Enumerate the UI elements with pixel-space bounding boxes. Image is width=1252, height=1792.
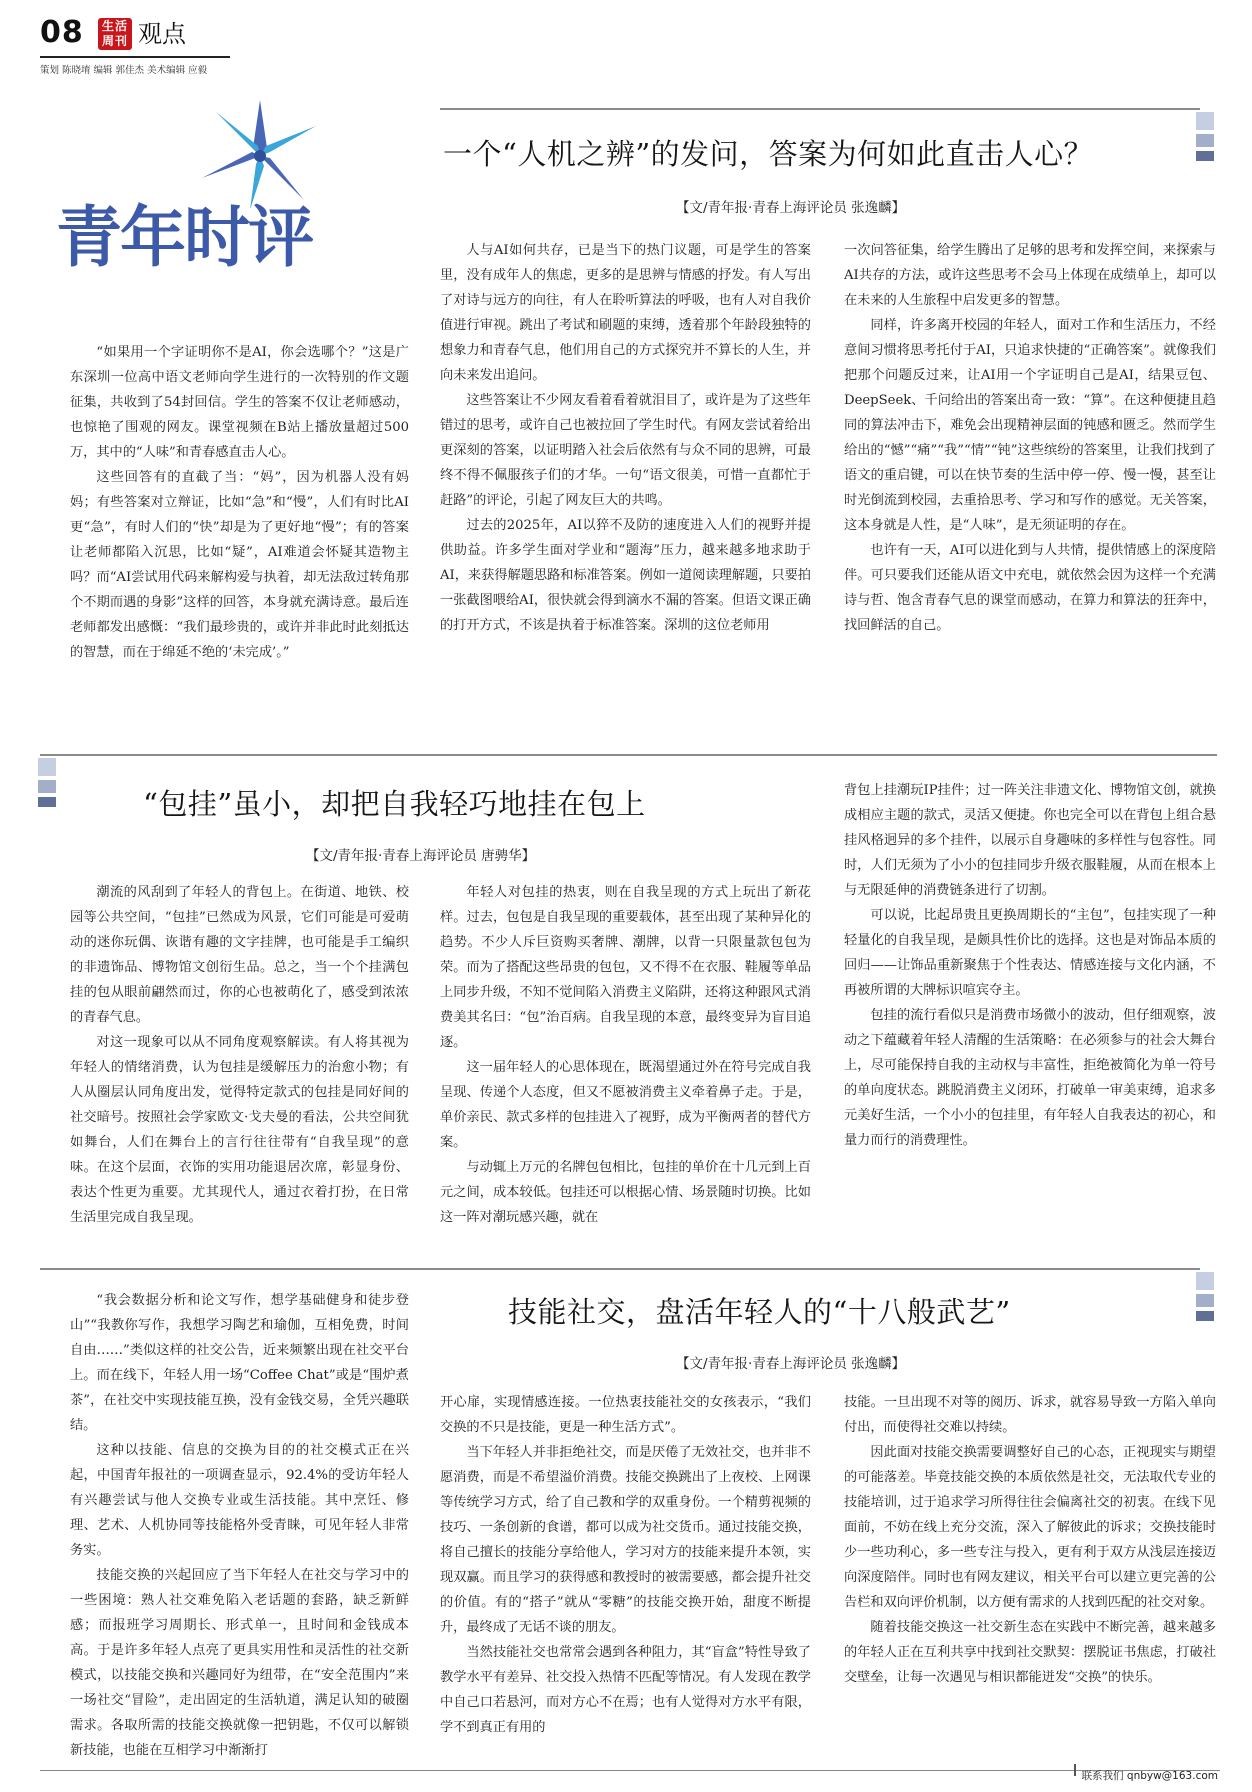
article-3-title: 技能社交，盘活年轻人的“十八般武艺” [508, 1295, 1011, 1329]
article-3-top-rule [40, 1268, 1200, 1270]
article-3-column-1 [70, 1288, 409, 1762]
star-burst-icon [160, 98, 360, 208]
footer-tick [1074, 1764, 1076, 1776]
paragraph: 技能交换的兴起回应了当下年轻人在社交与学习中的一些困境：熟人社交难免陷入老话题的套路，缺乏新鲜感；而报班学习周期长、形式单一，且时间和金钱成本高。于是许多年轻人点亮了更具实用性和灵活性的社交新模式，以技能交换和兴趣同好为纽带，在“安全范围内”来一场社交“冒险”，走出固定的生活轨道，满足认知的破圈需求。各取所需的技能交换就像一把钥匙，不仅可以解锁新技能，也能在互相学习中渐渐打 [70, 1568, 409, 1758]
footer-rule [40, 1770, 1220, 1771]
paragraph: 过去的2025年，AI以猝不及防的速度进入人们的视野并提供助益。许多学生面对学业和“题海”压力，越来越多地求助于AI，来获得解题思路和标准答案。例如一道阅读理解题，只要拍一张截图喂给AI，很快就会得到滴水不漏的答案。但语文课正确的打开方式，不该是执着于标准答案。深圳的这位老师用 [440, 518, 811, 633]
article-3-column-3 [844, 1390, 1216, 1762]
paragraph: 人与AI如何共存，已是当下的热门议题，可是学生的答案里，没有成年人的焦虑，更多的是思辨与情感的抒发。有人写出了对诗与远方的向往，有人在聆听算法的呼吸，也有人对自我价值进行审视。跳出了考试和刷题的束缚，透着那个年龄段独特的想象力和青春气息，他们用自己的方式探究并不算长的人生，并向未来发出追问。 [440, 243, 811, 383]
contact-footer: 联系我们 qnbyw@163.com [1081, 1770, 1218, 1782]
paragraph: 潮流的风刮到了年轻人的背包上。在街道、地铁、校园等公共空间，“包挂”已然成为风景，它们可能是可爱萌动的迷你玩偶、诙谐有趣的文字挂牌，也可能是手工编织的非遗饰品、博物馆文创衍生品。总之，当一个个挂满包挂的包从眼前翩然而过，你的心也被萌化了，感受到浓浓的青春气息。 [70, 885, 409, 1025]
paragraph: 年轻人对包挂的热衷，则在自我呈现的方式上玩出了新花样。过去，包包是自我呈现的重要载体，甚至出现了某种异化的趋势。不少人斥巨资购买奢牌、潮牌，以背一只限量款包包为荣。而为了搭配这些昂贵的包包，又不得不在衣服、鞋履等单品上同步升级，不知不觉间陷入消费主义陷阱，还将这种跟风式消费美其名曰：“包”治百病。自我呈现的本意，最终变异为盲目追逐。 [440, 885, 811, 1050]
paragraph: 同样，许多离开校园的年轻人，面对工作和生活压力，不经意间习惯将思考托付于AI，只追求快捷的“正确答案”。就像我们把那个问题反过来，让AI用一个字证明自己是AI，结果豆包、DeepSeek、千问给出的答案出奇一致：“算”。在这种便捷且趋同的算法冲击下，难免会出现精神层面的钝感和匮乏。然而学生给出的“憾”“痛”“我”“情”“钝”这些缤纷的答案里，让我们找到了语文的重启键，可以在快节奏的生活中停一停、慢一慢，甚至让时光倒流到校园，去重拾思考、学习和写作的感觉。无关答案，这本身就是人性，是“人味”，是无须证明的存在。 [844, 318, 1216, 533]
paragraph: 技能。一旦出现不对等的阅历、诉求，就容易导致一方陷入单向付出，而使得社交难以持续。 [844, 1395, 1216, 1435]
article-2-byline: 【文/青年报·青春上海评论员 唐骋华】 [306, 848, 536, 864]
header-rule [40, 56, 230, 58]
article-1-column-1 [70, 340, 409, 720]
article-2-column-1 [70, 880, 409, 1232]
youth-commentary-brand [50, 98, 410, 308]
article-2-column-3 [844, 778, 1216, 1232]
decorative-squares [1196, 1272, 1214, 1325]
paragraph: 随着技能交换这一社交新生态在实践中不断完善，越来越多的年轻人正在互利共享中找到社交默契：摆脱证书焦虑，打破社交壁垒，让每一次遇见与相识都能迸发“交换”的快乐。 [844, 1620, 1216, 1685]
paragraph: 也许有一天，AI可以进化到与人共情，提供情感上的深度陪伴。可只要我们还能从语文中充电，就依然会因为这样一个充满诗与哲、饱含青春气息的课堂而感动，在算力和算法的狂奔中，找回鲜活的自己。 [844, 543, 1216, 633]
paragraph: 当下年轻人并非拒绝社交，而是厌倦了无效社交，也并非不愿消费，而是不希望溢价消费。技能交换跳出了上夜校、上网课等传统学习方式，给了自己教和学的双重身份。一个精剪视频的技巧、一条创新的食谱，都可以成为社交货币。通过技能交换，将自己擅长的技能分享给他人，学习对方的技能来提升本领，实现双赢。而且学习的获得感和教授时的被需要感，都会提升社交的价值。有的“搭子”就从“零糖”的技能交换开始，甜度不断提升，最终成了无话不谈的朋友。 [440, 1445, 811, 1635]
paragraph: 当然技能社交也常常会遇到各种阻力，其“盲盒”特性导致了教学水平有差异、社交投入热情不匹配等情况。有人发现在教学中自己口若悬河，而对方心不在焉；也有人觉得对方水平有限，学不到真正有用的 [440, 1645, 811, 1735]
article-1-top-rule [440, 108, 1200, 110]
paragraph: 这些答案让不少网友看着看着就泪目了，或许是为了这些年错过的思考，或许自己也被拉回了学生时代。有网友尝试着给出更深刻的答案，以证明踏入社会后依然有与众不同的思辨，可最终不得不佩服孩子们的才华。一句“语文很美，可惜一直都忙于赶路”的评论，引起了网友巨大的共鸣。 [440, 393, 811, 508]
article-2-title: “包挂”虽小，却把自我轻巧地挂在包上 [143, 787, 646, 821]
decorative-squares [1196, 112, 1214, 165]
paragraph: 开心扉，实现情感连接。一位热衷技能社交的女孩表示，“我们交换的不只是技能，更是一种生活方式”。 [440, 1395, 811, 1435]
paragraph: 这些回答有的直截了当：“妈”，因为机器人没有妈妈；有些答案对立辩证，比如“急”和“慢”，人们有时比AI更“急”，有时人们的“快”却是为了更好地“慢”；有的答案让老师都陷入沉思，比如“疑”，AI难道会怀疑其造物主吗？而“AI尝试用代码来解构爱与执着，却无法敌过转角那个不期而遇的身影”这样的回答，本身就充满诗意。最后连老师都发出感慨：“我们最珍贵的，或许并非此时此刻抵达的智慧，而在于绵延不绝的‘未完成’。” [70, 470, 409, 660]
page-header [40, 14, 240, 76]
paragraph: “如果用一个字证明你不是AI，你会选哪个？”这是广东深圳一位高中语文老师向学生进行的一次特别的作文题征集，共收到了54封回信。学生的答案不仅让老师感动，也惊艳了围观的网友。课堂视频在B站上播放量超过500万，其中的“人味”和青春感直击人心。 [70, 345, 409, 460]
paragraph: “我会数据分析和论文写作，想学基础健身和徒步登山”“我教你写作，我想学习陶艺和瑜伽，互相免费，时间自由……”类似这样的社交公告，近来频繁出现在社交平台上。而在线下，年轻人用一场“Coffee Chat”或是“围炉煮茶”，在社交中实现技能互换，没有金钱交易，全凭兴趣联结。 [70, 1293, 409, 1433]
paragraph: 背包上挂潮玩IP挂件；过一阵关注非遗文化、博物馆文创，就换成相应主题的款式，灵活又便捷。你也完全可以在背包上组合悬挂风格迥异的多个挂件，以展示自身趣味的多样性与包容性。同时，人们无须为了小小的包挂同步升级衣服鞋履，从而在根本上与无限延伸的消费链条进行了切割。 [844, 783, 1216, 898]
article-2-top-rule [40, 754, 1217, 756]
paragraph: 因此面对技能交换需要调整好自己的心态，正视现实与期望的可能落差。毕竟技能交换的本质依然是社交，无法取代专业的技能培训，过于追求学习所得往往会偏离社交的初衷。在线下见面前，不妨在线上充分交流，深入了解彼此的诉求；交换技能时少一些功利心，多一些专注与投入，更有利于双方从浅层连接迈向深度陪伴。同时也有网友建议，相关平台可以建立更完善的公告栏和双向评价机制，以方便有需求的人找到匹配的社交对象。 [844, 1445, 1216, 1610]
paragraph: 与动辄上万元的名牌包包相比，包挂的单价在十几元到上百元之间，成本较低。包挂还可以根据心情、场景随时切换。比如这一阵对潮玩感兴趣，就在 [440, 1160, 811, 1225]
life-weekly-logo: 生活周刊 [98, 18, 132, 50]
paragraph: 可以说，比起昂贵且更换周期长的“主包”，包挂实现了一种轻量化的自我呈现，是颇具性价比的选择。这也是对饰品本质的回归——让饰品重新聚焦于个性表达、情感连接与文化内涵，不再被所谓的大牌标识喧宾夺主。 [844, 908, 1216, 998]
page-number: 08 [40, 15, 84, 50]
paragraph: 对这一现象可以从不同角度观察解读。有人将其视为年轻人的情绪消费，认为包挂是缓解压力的治愈小物；有人从圈层认同角度出发，觉得特定款式的包挂是同好间的社交暗号。按照社会学家欧文·戈夫曼的看法，公共空间犹如舞台，人们在舞台上的言行往往带有“自我呈现”的意味。在这个层面，衣饰的实用功能退居次席，彰显身份、表达个性更为重要。尤其现代人，通过衣着打扮，在日常生活里完成自我呈现。 [70, 1035, 409, 1225]
article-3-column-2 [440, 1390, 811, 1762]
article-1-column-3 [844, 238, 1216, 718]
paragraph: 这一届年轻人的心思体现在，既渴望通过外在符号完成自我呈现、传递个人态度，但又不愿被消费主义牵着鼻子走。于是，单价亲民、款式多样的包挂进入了视野，成为平衡两者的替代方案。 [440, 1060, 811, 1150]
section-title: 观点 [138, 20, 186, 48]
paragraph: 这种以技能、信息的交换为目的的社交模式正在兴起，中国青年报社的一项调查显示，92.4%的受访年轻人有兴趣尝试与他人交换专业或生活技能。其中烹饪、修理、艺术、人机协同等技能格外受青睐，可见年轻人非常务实。 [70, 1443, 409, 1558]
article-1-byline: 【文/青年报·青春上海评论员 张逸麟】 [676, 200, 906, 216]
paragraph: 包挂的流行看似只是消费市场微小的波动，但仔细观察，波动之下蕴藏着年轻人清醒的生活策略：在必须参与的社会大舞台上，尽可能保持自我的主动权与丰富性，拒绝被简化为单一符号的单向度状态。跳脱消费主义闭环，打破单一审美束缚，追求多元美好生活，一个小小的包挂里，有年轻人自我表达的初心，和量力而行的消费理性。 [844, 1008, 1216, 1148]
decorative-squares [38, 758, 56, 811]
column-brand-name: 青年时评 [56, 199, 312, 276]
article-1-title: 一个“人机之辨”的发问，答案为何如此直击人心？ [443, 137, 1094, 171]
editor-credits: 策划 陈晓堉 编辑 郭佳杰 美术编辑 应毅 [40, 65, 208, 76]
article-1-column-2 [440, 238, 811, 718]
article-2-column-2 [440, 880, 811, 1232]
paragraph: 一次问答征集，给学生腾出了足够的思考和发挥空间，来探索与AI共存的方法，或许这些思考不会马上体现在成绩单上，却可以在未来的人生旅程中启发更多的智慧。 [844, 243, 1216, 308]
article-3-byline: 【文/青年报·青春上海评论员 张逸麟】 [676, 1356, 906, 1372]
